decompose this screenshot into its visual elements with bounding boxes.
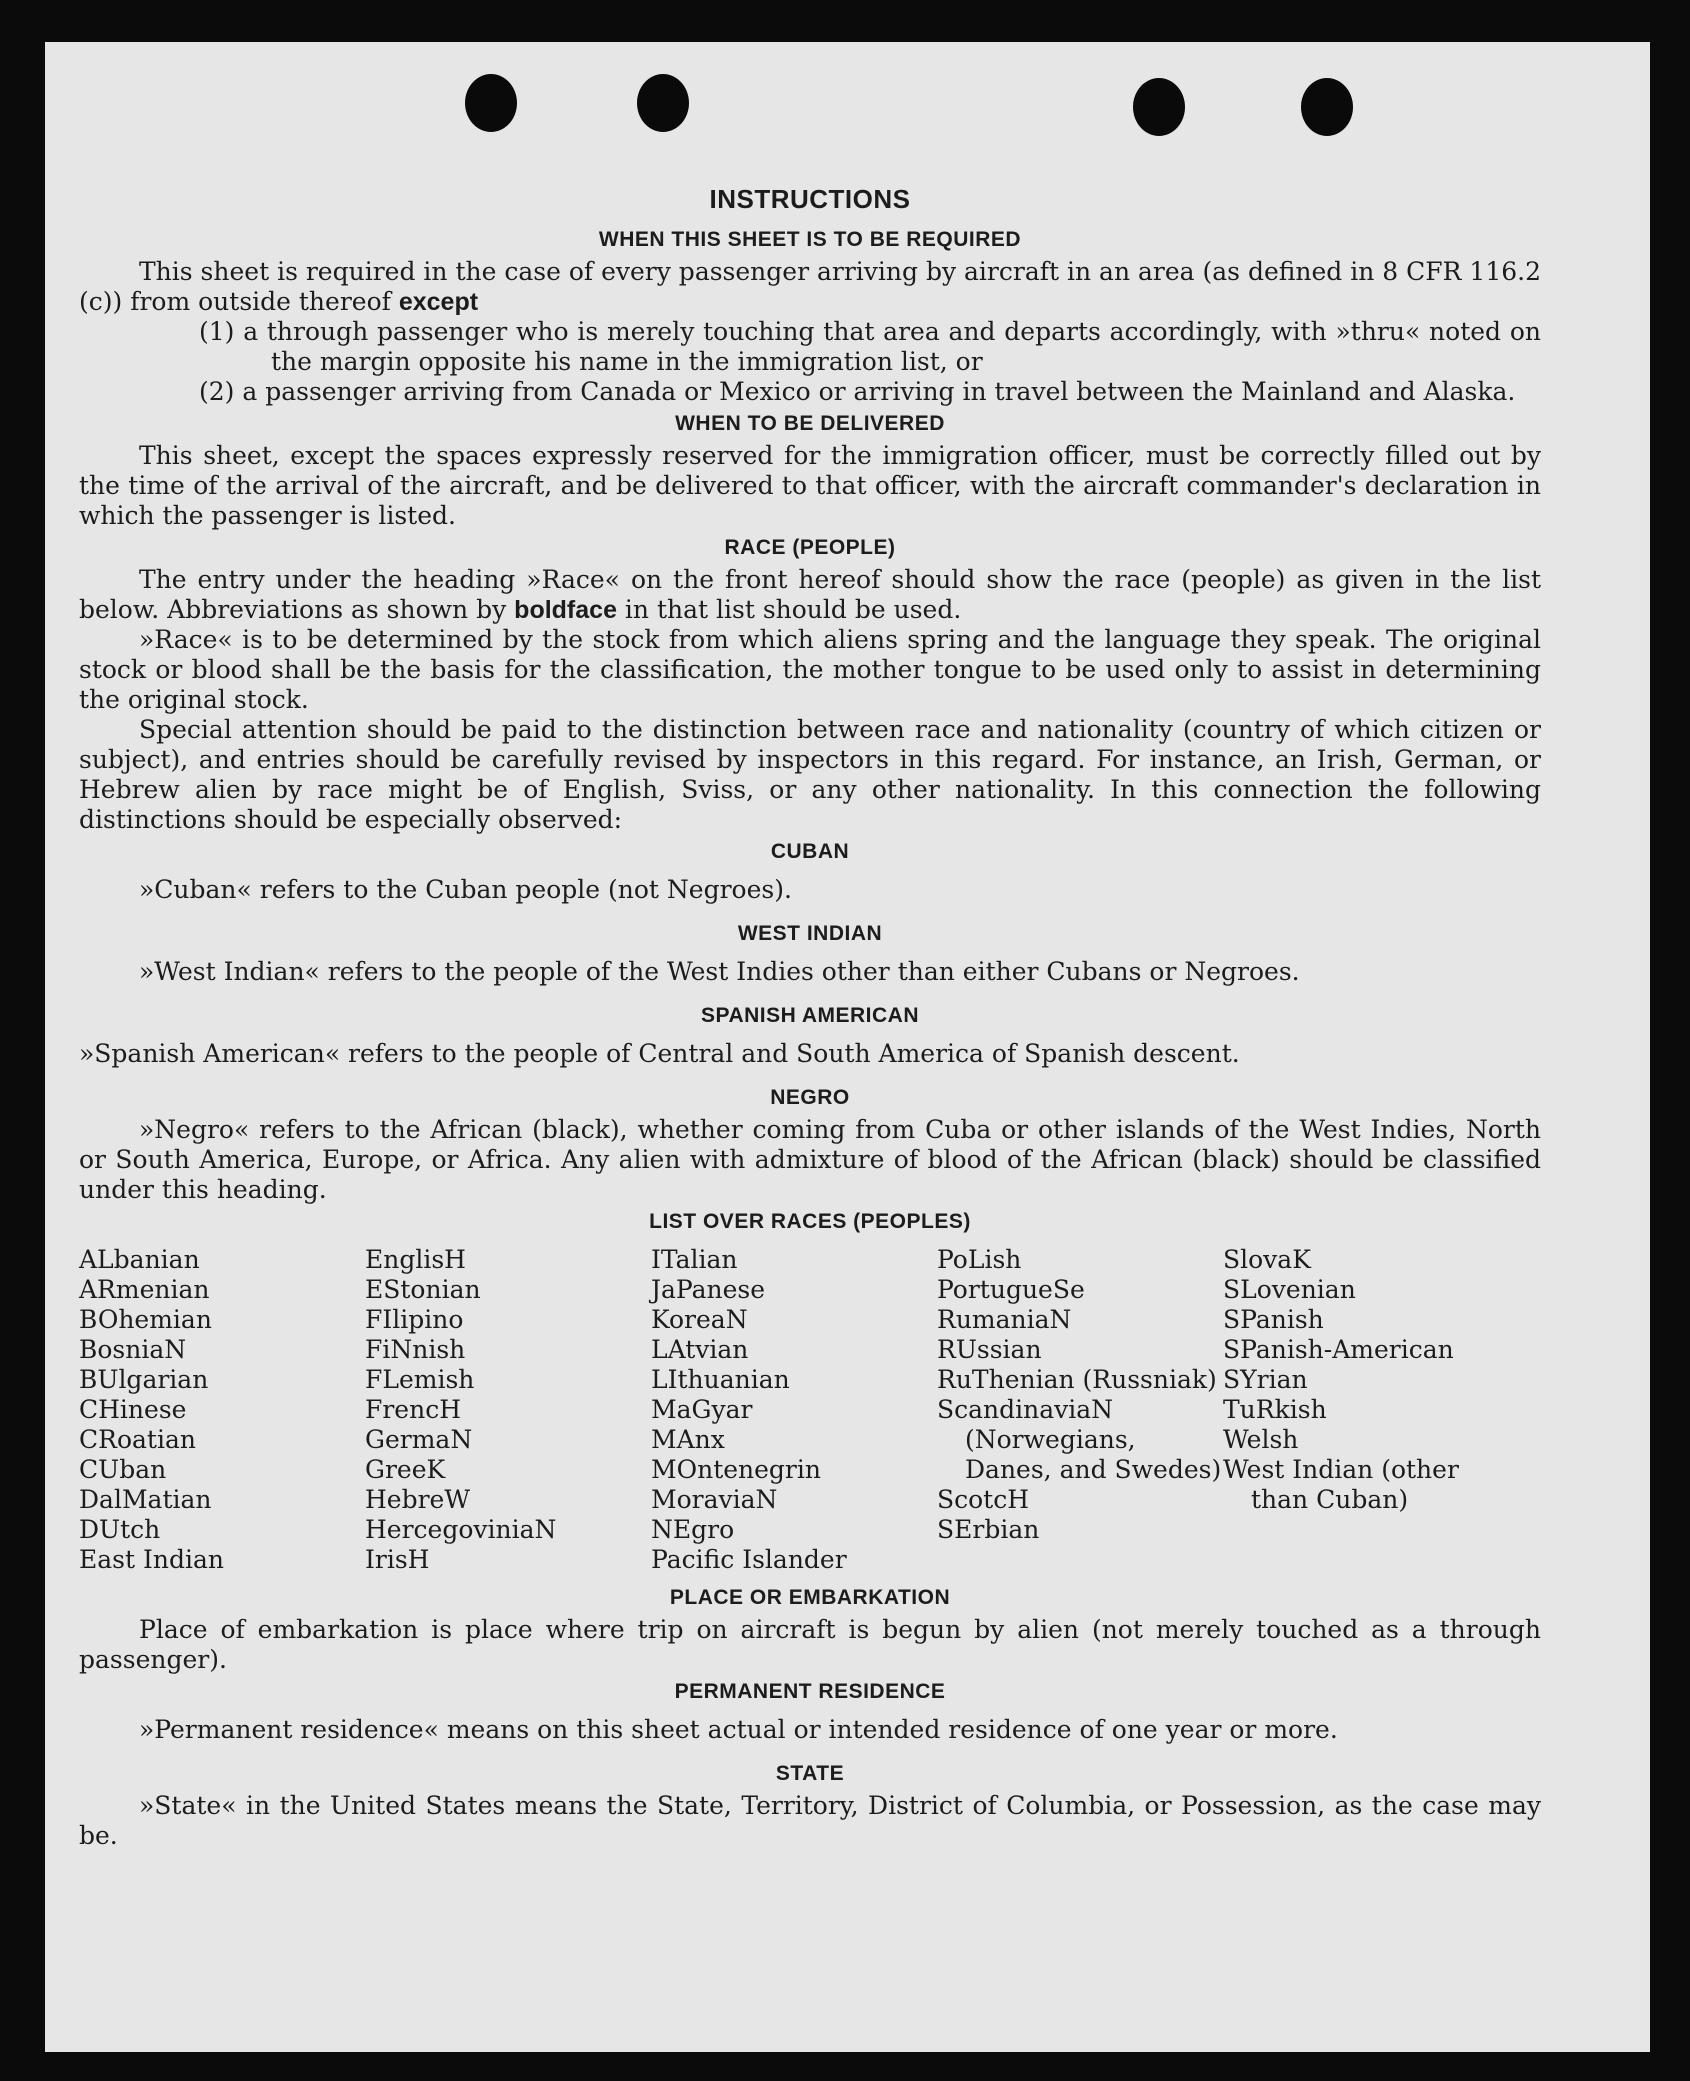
race-entry: HercegoviniaN [365,1515,557,1544]
race-entry: Welsh [1223,1425,1299,1454]
race-entry: CHinese [79,1395,187,1424]
race-entry: HebreW [365,1485,471,1514]
boldface-word: boldface [514,596,617,624]
race-entry: BUlgarian [79,1365,209,1394]
race-entry: PortugueSe [937,1275,1085,1304]
race-entry: LIthuanian [651,1365,790,1394]
race-entry: EStonian [365,1275,481,1304]
cuban-paragraph: »Cuban« refers to the Cuban people (not Negroes). [139,875,792,904]
race-entry: DUtch [79,1515,161,1544]
race-entry: CRoatian [79,1425,196,1454]
race-entry: LAtvian [651,1335,749,1364]
race-entry: FIlipino [365,1305,464,1334]
embarkation-paragraph: Place of embarkation is place where trip on aircraft is begun by alien (not merely touched as a through passenger). [79,1615,1541,1674]
race-entry: GreeK [365,1455,446,1484]
race-entry: East Indian [79,1545,224,1574]
race-entry: ScandinaviaN (Norwegians, Danes, and Swedes) [937,1395,1222,1484]
race-entry: RumaniaN [937,1305,1072,1334]
west-indian-paragraph: »West Indian« refers to the people of the West Indies other than either Cubans or Negroes. [139,957,1300,986]
race-entry: SErbian [937,1515,1040,1544]
race-entry: EnglisH [365,1245,466,1274]
section-heading-cuban: CUBAN [770,840,850,863]
race-entry: MoraviaN [651,1485,778,1514]
race-paragraph-1: The entry under the heading »Race« on the front hereof should show the race (people) as given in the list below. Abbreviations as shown by boldface in that list should be used. [79,565,1541,624]
section-heading-residence: PERMANENT RESIDENCE [674,1680,946,1703]
race-entry: SLovenian [1223,1275,1356,1304]
race-entry: MAnx [651,1425,725,1454]
race-list-column [365,1245,651,1575]
race-entry: FiNnish [365,1335,466,1364]
race-entry: SlovaK [1223,1245,1311,1274]
race-entry: West Indian (other than Cuban) [1223,1455,1459,1514]
race-list-column [79,1245,365,1575]
race-list-column [937,1245,1223,1575]
race-list [79,1245,1541,1575]
punch-hole [1133,78,1185,136]
race-entry: ScotcH [937,1485,1030,1514]
race-entry: FrencH [365,1395,461,1424]
section-heading-embarkation: PLACE OR EMBARKATION [669,1586,951,1609]
negro-paragraph: »Negro« refers to the African (black), whether coming from Cuba or other islands of the West Indies, North or South America, Europe, or Africa. Any alien with admixture of blood of the African (black) should be classified under this heading. [79,1115,1541,1204]
race-entry: DalMatian [79,1485,212,1514]
race-entry: FLemish [365,1365,475,1394]
race-entry: MaGyar [651,1395,753,1424]
race-entry: SPanish-American [1223,1335,1454,1364]
section-heading-required: WHEN THIS SHEET IS TO BE REQUIRED [598,228,1022,251]
section-heading-negro: NEGRO [770,1086,850,1109]
state-paragraph: »State« in the United States means the State, Territory, District of Columbia, or Possession, as the case may be. [79,1791,1541,1850]
punch-hole [1301,78,1353,136]
page-title: INSTRUCTIONS [709,184,911,214]
spanish-american-paragraph: »Spanish American« refers to the people of Central and South America of Spanish descent. [79,1039,1240,1068]
residence-paragraph: »Permanent residence« means on this sheet actual or intended residence of one year or more. [139,1715,1338,1744]
except-bold: except [398,288,479,316]
race-entry: IrisH [365,1545,430,1574]
race-entry: Pacific Islander [651,1545,847,1574]
race-entry: NEgro [651,1515,735,1544]
race-entry: KoreaN [651,1305,748,1334]
race-list-column [651,1245,937,1575]
race-paragraph-3: Special attention should be paid to the distinction between race and nationality (country of which citizen or subject), and entries should be carefully revised by inspectors in this regard. For instance, an Irish, German, or Hebrew alien by race might be of English, Sviss, or any other nationality. In this connection the following distinctions should be especially observed: [79,715,1541,834]
document-page [45,42,1650,2052]
punch-hole [465,74,517,132]
race-entry: ITalian [651,1245,738,1274]
race-entry: PoLish [937,1245,1022,1274]
race-entry: RUssian [937,1335,1042,1364]
race-entry: SPanish [1223,1305,1324,1334]
race-entry: BosniaN [79,1335,187,1364]
race-list-column [1223,1245,1509,1575]
section-heading-delivered: WHEN TO BE DELIVERED [675,412,945,435]
section-heading-race-list: LIST OVER RACES (PEOPLES) [649,1210,971,1233]
race-entry: SYrian [1223,1365,1308,1394]
race-entry: GermaN [365,1425,473,1454]
punch-hole [637,74,689,132]
race-entry: RuThenian (Russniak) [937,1365,1217,1394]
race-entry: MOntenegrin [651,1455,821,1484]
instructions-content [79,177,1541,1851]
required-item-2: (2) a passenger arriving from Canada or Mexico or arriving in travel between the Mainland and Alaska. [199,377,1516,406]
required-item-1: (1) a through passenger who is merely touching that area and departs accordingly, with »thru« noted on the margin opposite his name in the immigration list, or [199,317,1541,376]
race-entry: BOhemian [79,1305,212,1334]
race-entry: JaPanese [651,1275,766,1304]
section-heading-spanish-american: SPANISH AMERICAN [700,1004,919,1027]
section-heading-state: STATE [775,1762,845,1785]
required-paragraph: This sheet is required in the case of every passenger arriving by aircraft in an area (as defined in 8 CFR 116.2 (c)) from outside thereof except [79,257,1541,316]
race-entry: TuRkish [1223,1395,1327,1424]
race-entry: ALbanian [79,1245,200,1274]
race-entry: ARmenian [79,1275,210,1304]
section-heading-race: RACE (PEOPLE) [724,536,896,559]
race-entry: CUban [79,1455,167,1484]
delivered-paragraph: This sheet, except the spaces expressly reserved for the immigration officer, must be correctly filled out by the time of the arrival of the aircraft, and be delivered to that officer, with the aircraft commander's declaration in which the passenger is listed. [79,441,1541,530]
section-heading-west-indian: WEST INDIAN [737,922,883,945]
race-paragraph-2: »Race« is to be determined by the stock from which aliens spring and the language they speak. The original stock or blood shall be the basis for the classification, the mother tongue to be used only to assist in determining the original stock. [79,625,1541,714]
